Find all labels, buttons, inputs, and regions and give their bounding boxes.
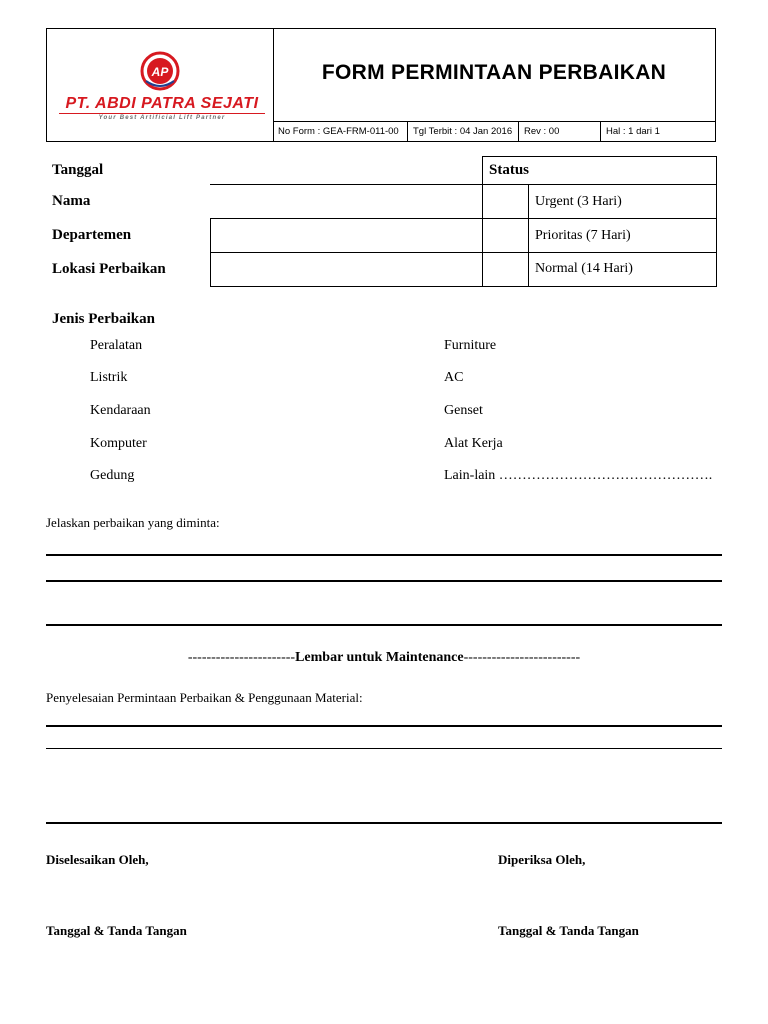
jenis-option-peralatan[interactable]: Peralatan <box>90 338 143 353</box>
penyelesaian-line-1[interactable] <box>46 725 722 727</box>
status-checkbox-prioritas[interactable] <box>483 219 528 252</box>
lokasi-label: Lokasi Perbaikan <box>52 261 166 277</box>
status-checkbox-divider <box>528 184 529 287</box>
info-left-divider <box>210 218 211 286</box>
company-tagline: Your Best Artificial Lift Partner <box>98 115 226 121</box>
meta-no-form: No Form : GEA-FRM-011-00 <box>278 126 399 137</box>
status-checkbox-normal[interactable] <box>483 253 528 286</box>
jenis-option-kendaraan[interactable]: Kendaraan <box>90 403 151 418</box>
meta-tgl-terbit: Tgl Terbit : 04 Jan 2016 <box>407 122 518 142</box>
jelaskan-line-1[interactable] <box>46 554 722 556</box>
diselesaikan-tanggal-ttd-label: Tanggal & Tanda Tangan <box>46 923 187 938</box>
status-option-prioritas: Prioritas (7 Hari) <box>535 228 631 243</box>
company-name: PT. ABDI PATRA SEJATI <box>65 95 259 112</box>
meta-hal: Hal : 1 dari 1 <box>600 122 715 142</box>
tanggal-field[interactable] <box>210 184 483 185</box>
status-label: Status <box>489 162 530 178</box>
form-title: FORM PERMINTAAN PERBAIKAN <box>321 61 667 84</box>
jenis-option-genset[interactable]: Genset <box>444 403 483 418</box>
jenis-option-alat-kerja[interactable]: Alat Kerja <box>444 436 503 451</box>
status-checkbox-urgent[interactable] <box>483 185 528 218</box>
company-logo-icon <box>140 51 180 91</box>
jenis-option-ac[interactable]: AC <box>444 370 464 385</box>
status-border-right <box>716 156 717 287</box>
diperiksa-oleh-label: Diperiksa Oleh, <box>498 852 586 867</box>
meta-rev: Rev : 00 <box>518 122 600 142</box>
status-option-urgent: Urgent (3 Hari) <box>535 194 622 209</box>
jenis-option-lain-lain[interactable]: Lain-lain ………………………………………. <box>444 468 713 483</box>
status-border-top <box>482 156 717 157</box>
diselesaikan-oleh-label: Diselesaikan Oleh, <box>46 852 149 867</box>
maintenance-heading <box>0 650 768 666</box>
jenis-option-furniture[interactable]: Furniture <box>444 338 497 353</box>
jenis-option-komputer[interactable]: Komputer <box>90 436 147 451</box>
jelaskan-label: Jelaskan perbaikan yang diminta: <box>46 515 220 530</box>
svg-text:AP: AP <box>151 65 169 79</box>
jenis-option-listrik[interactable]: Listrik <box>90 370 128 385</box>
penyelesaian-label: Penyelesaian Permintaan Perbaikan & Penggunaan Material: <box>46 690 363 705</box>
departemen-field[interactable] <box>210 252 483 253</box>
logo-cell <box>47 29 274 141</box>
nama-field[interactable] <box>210 218 483 219</box>
title-cell <box>273 29 715 121</box>
form-header <box>46 28 716 142</box>
status-option-normal: Normal (14 Hari) <box>535 261 633 276</box>
tanggal-label: Tanggal <box>52 162 104 178</box>
departemen-label: Departemen <box>52 227 132 243</box>
logo-underline <box>59 113 265 114</box>
penyelesaian-line-3[interactable] <box>46 822 722 824</box>
jenis-option-gedung[interactable]: Gedung <box>90 468 135 483</box>
maintenance-dash-right: ------------------------- <box>463 650 581 665</box>
nama-label: Nama <box>52 193 91 209</box>
diperiksa-tanggal-ttd-label: Tanggal & Tanda Tangan <box>498 923 639 938</box>
jelaskan-line-3[interactable] <box>46 624 722 626</box>
jelaskan-line-2[interactable] <box>46 580 722 582</box>
status-border-bottom <box>482 286 717 287</box>
lokasi-field[interactable] <box>210 286 483 287</box>
jenis-perbaikan-label: Jenis Perbaikan <box>52 311 155 327</box>
maintenance-dash-left: ----------------------- <box>187 650 296 665</box>
maintenance-title: Lembar untuk Maintenance <box>295 650 464 665</box>
form-meta-row <box>273 121 715 142</box>
penyelesaian-line-2[interactable] <box>46 748 722 749</box>
